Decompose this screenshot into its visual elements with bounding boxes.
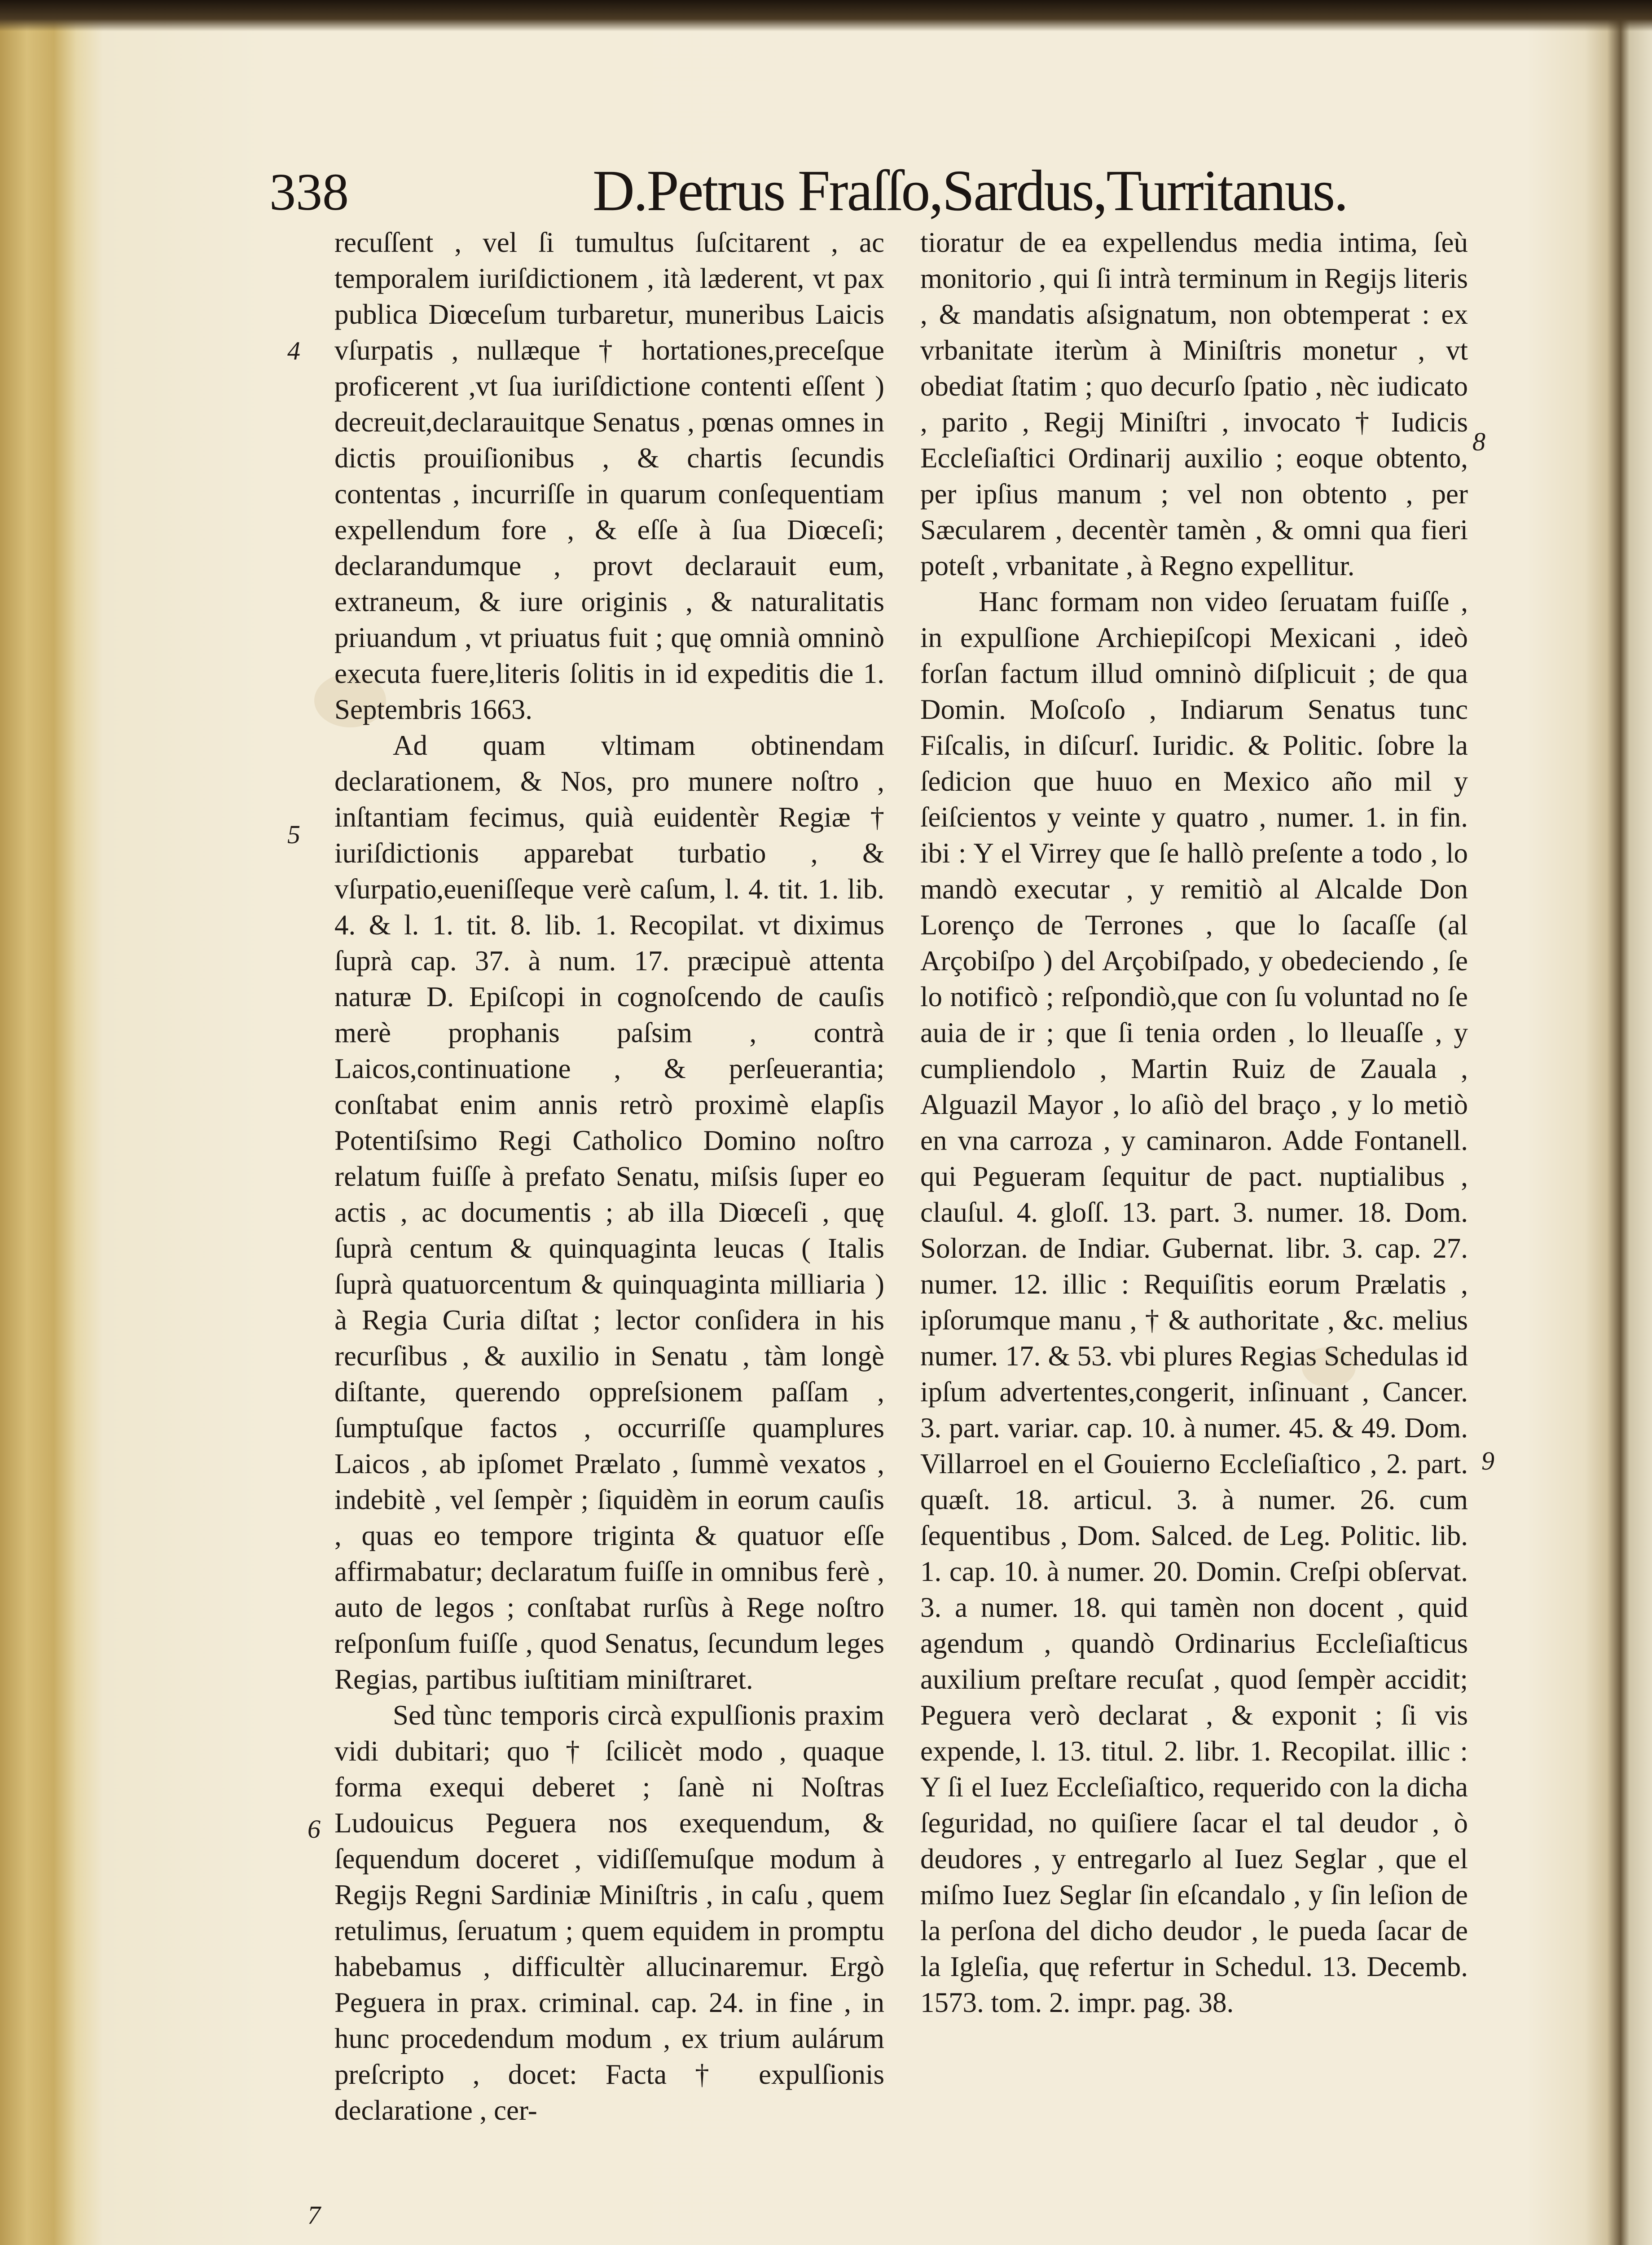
margin-number-8: 8 [1472,427,1485,456]
paragraph: Hanc formam non video ſeruatam fuiſſe , in expulſione Archiepiſcopi Mexicani , ideò forſan factum illud omninò diſplicuit ; de qua Domin. Moſcoſo , Indiarum Senatus tunc Fiſcalis, in diſcurſ. Iuridic. & Politic. ſobre la ſedicion que huuo en Mexico año mil y ſeiſcientos y veinte y quatro , numer. 1. in fin. ibi : Y el Virrey que ſe hallò preſente a todo , lo mandò executar , y remitiò al Alcalde Don Lorenço de Terrones , que lo ſacaſſe (al Arçobiſpo ) del Arçobiſpado, y obedeciendo , ſe lo notificò ; reſpondiò,que con ſu voluntad no ſe auia de ir ; que ſi tenia orden , lo lleuaſſe , y cumpliendolo , Martin Ruiz de Zauala , Alguazil Mayor , lo aſiò del braço , y lo metiò en vna carroza , y caminaron. Adde Fontanell. qui Pegueram ſequitur de pact. nuptialibus , clauſul. 4. gloſſ. 13. part. 3. numer. 18. Dom. Solorzan. de Indiar. Gubernat. libr. 3. cap. 27. numer. 12. illic : Requiſitis eorum Prælatis , ipſorumque manu , † & authoritate , &c. melius numer. 17. & 53. vbi plures Regias Schedulas id ipſum advertentes,congerit, inſinuant , Cancer. 3. part. variar. cap. 10. à numer. 45. & 49. Dom. Villarroel en el Gouierno Eccleſiaſtico , 2. part. quæſt. 18. articul. 3. à numer. 26. cum ſequentibus , Dom. Salced. de Leg. Politic. lib. 1. cap. 10. à numer. 20. Domin. Creſpi obſervat. 3. a numer. 18. qui tamèn non docent , quid agendum , quandò Ordinarius Eccleſiaſticus auxilium preſtare recuſat , quod ſempèr accidit; Peguera verò declarat , & exponit ; ſi vis expende, l. 13. titul. 2. libr. 1. Recopilat. illic : Y ſi el Iuez Eccleſiaſtico, requerido con la dicha ſeguridad, no quiſiere ſacar el tal deudor , ò deudores , y entregarlo al Iuez Seglar , que el miſmo Iuez Seglar ſin eſcandalo , y ſin leſion de la perſona del dicho deudor , le pueda ſacar de la Igleſia, quę refertur in Schedul. 13. Decemb. 1573. tom. 2. impr. pag. 38. [920,586,1468,2018]
paragraph: recuſſent , vel ſi tumultus ſuſcitarent , ac temporalem iuriſdictionem , ità læderent, vt pax publica Diœceſum turbaretur, muneribus Laicis vſurpatis , nullæque † hortationes,preceſque proficerent ,vt ſua iuriſdictione contenti eſſent ) decreuit,declarauitque Senatus , pœnas omnes in dictis prouiſionibus , & chartis ſecundis contentas , incurriſſe in quarum conſequentiam expellendum fore , & eſſe à ſua Diœceſi; declarandumque , provt declarauit eum, extraneum, & iure originis , & naturalitatis priuandum , vt priuatus fuit ; quę omnià omninò executa fuere,literis ſolitis in id expeditis die 1. Septembris 1663. [334,227,884,725]
running-title: D.Petrus Fraſſo,Sardus,Turritanus. [593,158,1347,223]
margin-number-9: 9 [1481,1446,1494,1475]
margin-number-7: 7 [308,2201,321,2230]
margin-number-6: 6 [308,1814,321,1844]
paragraph: Ad quam vltimam obtinendam declarationem, & Nos, pro munere noſtro , inſtantiam fecimus, quià euidentèr Regiæ † iuriſdictionis apparebat turbatio , & vſurpatio,eueniſſeque verè caſum, l. 4. tit. 1. lib. 4. & l. 1. tit. 8. lib. 1. Recopilat. vt diximus ſuprà cap. 37. à num. 17. præcipuè attenta naturæ D. Epiſcopi in cognoſcendo de cauſis merè prophanis paſsim , contrà Laicos,continuatione , & perſeuerantia; conſtabat enim annis retrò proximè elapſis Potentiſsimo Regi Catholico Domino noſtro relatum fuiſſe à prefato Senatu, miſsis ſuper eo actis , ac documentis ; ab illa Diœceſi , quę ſuprà centum & quinquaginta leucas ( Italis ſuprà quatuorcentum & quinquaginta milliaria ) à Regia Curia diſtat ; lector conſidera in his recurſibus , & auxilio in Senatu , tàm longè diſtante, querendo oppreſsionem paſſam , ſumptuſque factos , occurriſſe quamplures Laicos , ab ipſomet Prælato , ſummè vexatos , indebitè , vel ſempèr ; ſiquidèm in eorum cauſis , quas eo tempore triginta & quatuor eſſe affirmabatur; declaratum fuiſſe in omnibus ferè , auto de legos ; conſtabat rurſùs à Rege noſtro reſponſum fuiſſe , quod Senatus, ſecundum leges Regias, partibus iuſtitiam miniſtraret. [334,730,884,1695]
page-number: 338 [269,163,349,221]
text-column-left [334,224,884,2128]
paragraph: Sed tùnc temporis circà expulſionis praxim vidi dubitari; quo † ſcilicèt modo , quaque forma exequi deberet ; ſanè ni Noſtras Ludouicus Peguera nos exequendum, & ſequendum doceret , vidiſſemuſque modum à Regijs Regni Sardiniæ Miniſtris , in caſu , quem retulimus, ſeruatum ; quem equidem in promptu habebamus , difficultèr allucinaremur. Ergò Peguera in prax. criminal. cap. 24. in fine , in hunc procedendum modum , ex trium aulárum preſcripto , docet: Facta † expulſionis declaratione , cer- [334,1699,884,2126]
book-edge-shadow [0,0,1652,31]
text-column-right [920,224,1468,2020]
margin-number-5: 5 [287,820,300,849]
margin-number-4: 4 [287,336,300,365]
paragraph: tioratur de ea expellendus media intima, ſeù monitorio , qui ſi intrà terminum in Regijs literis , & mandatis aſsignatum, non obtemperat : ex vrbanitate iterùm à Miniſtris monetur , vt obediat ſtatim ; quo decurſo ſpatio , nèc iudicato , parito , Regij Miniſtri , invocato † Iudicis Eccleſiaſtici Ordinarij auxilio ; eoque obtento, per ipſius manum ; vel non obtento , per Sæcularem , decentèr tamèn , & omni qua fieri poteſt , vrbanitate , à Regno expellitur. [920,227,1468,581]
